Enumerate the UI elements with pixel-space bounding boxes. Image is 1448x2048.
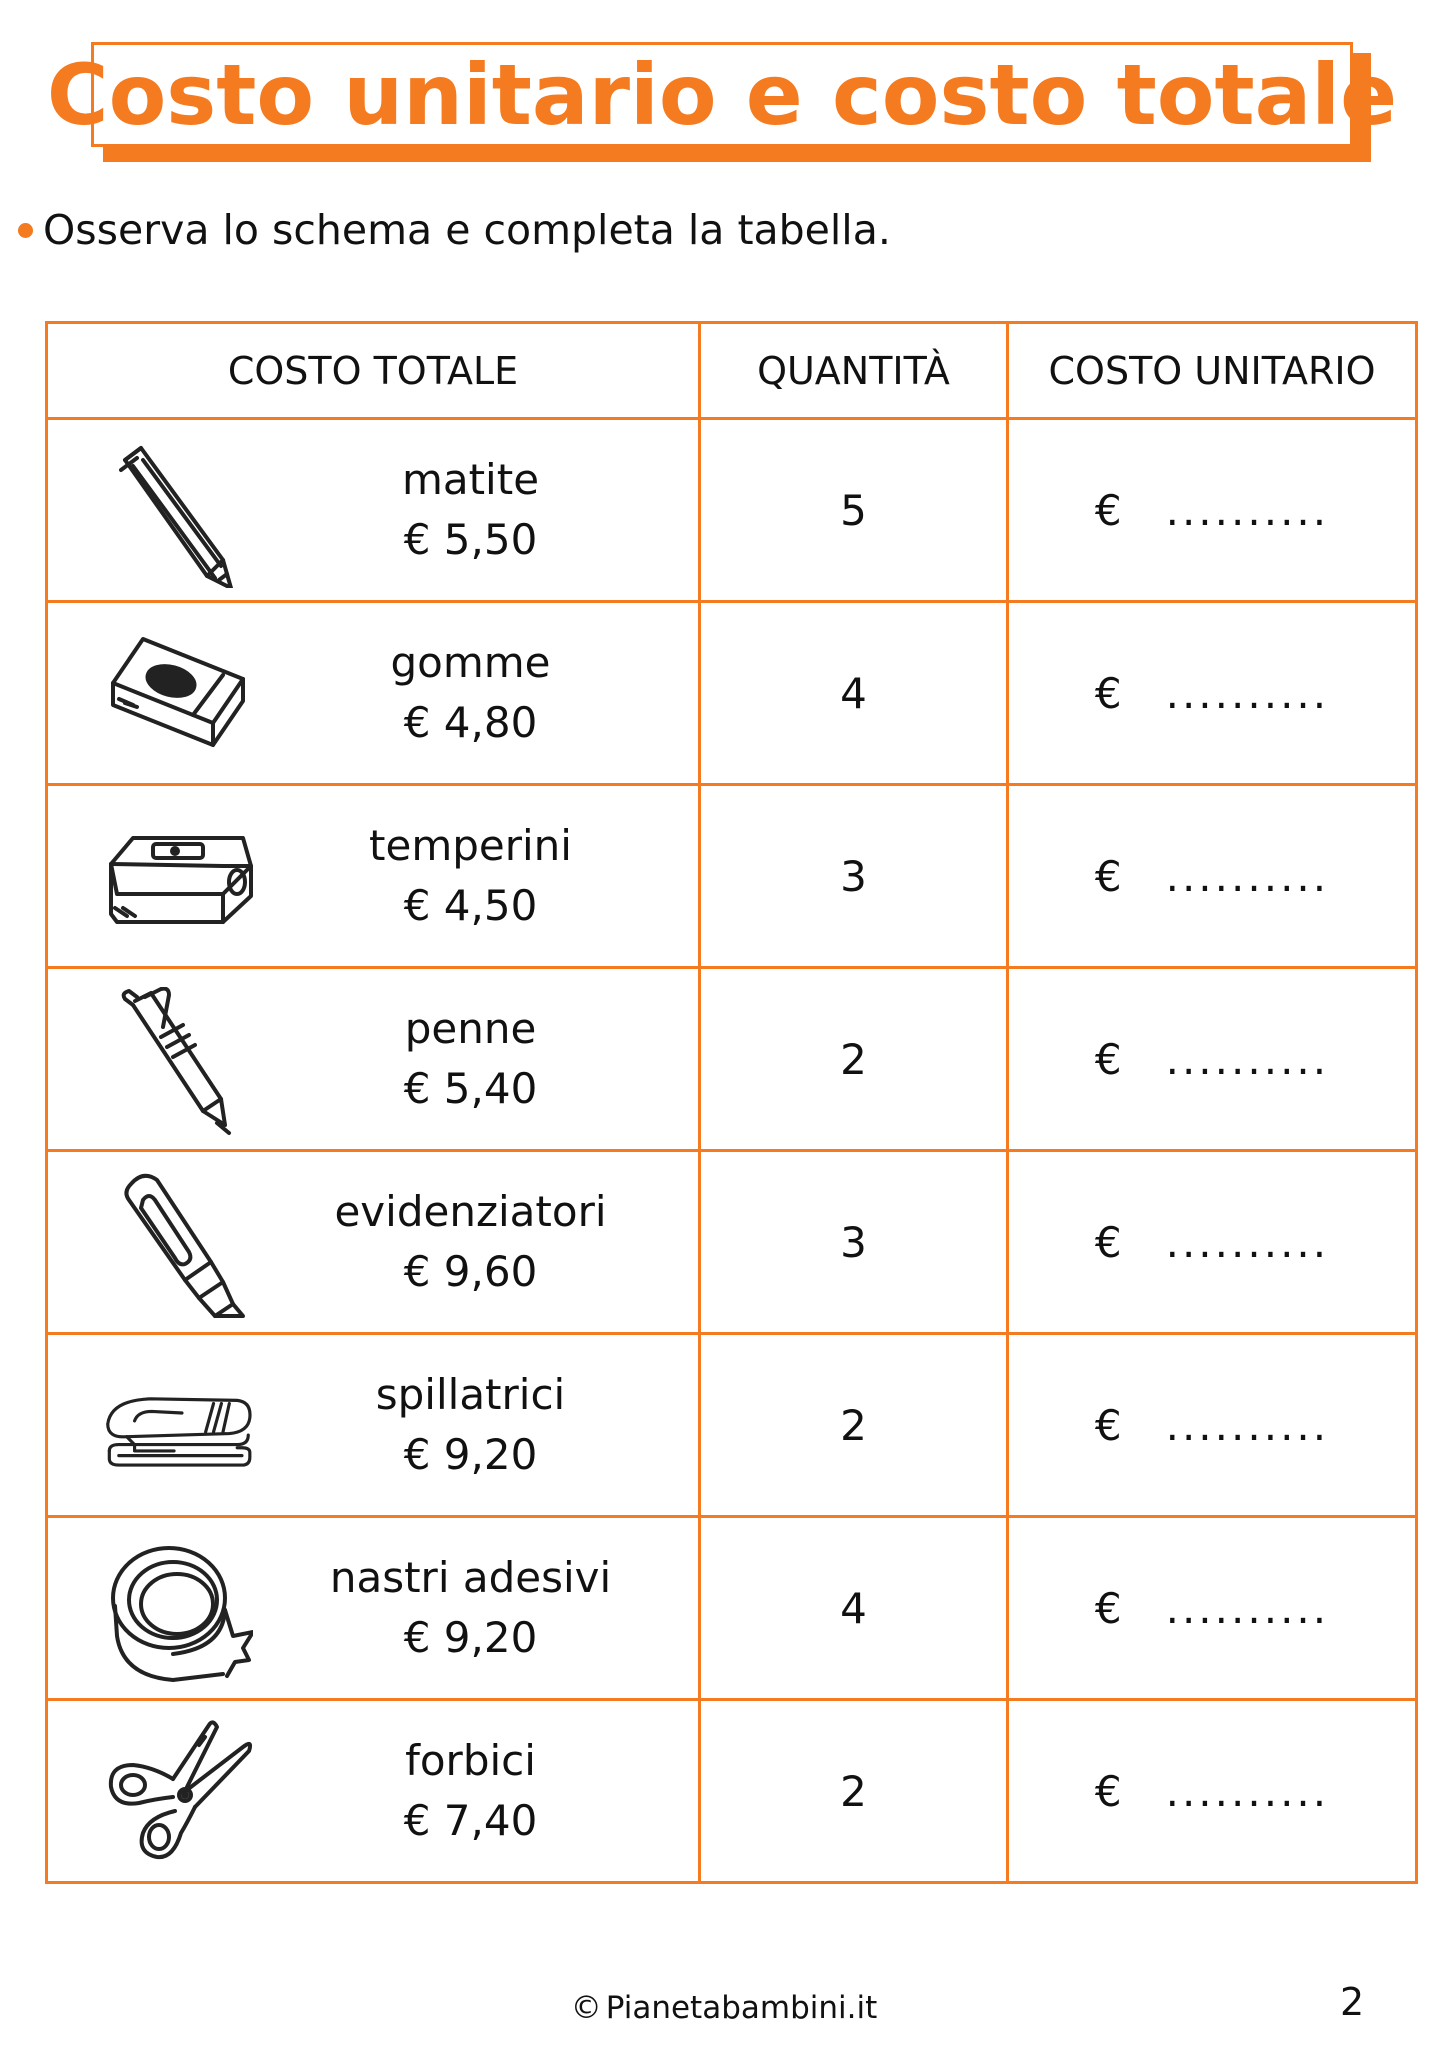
item-cell	[47, 419, 700, 602]
item-cell	[47, 1334, 700, 1517]
answer-blank[interactable]: ..........	[1165, 668, 1330, 718]
unit-cost-cell[interactable]	[1008, 1700, 1417, 1883]
header-unit-cost: COSTO UNITARIO	[1008, 323, 1417, 419]
table-row	[47, 1517, 1417, 1700]
item-name: nastri adesivi	[329, 1553, 612, 1602]
instruction	[18, 205, 891, 255]
item-name: gomme	[390, 638, 551, 687]
answer-blank[interactable]: ..........	[1165, 485, 1330, 535]
quantity-cell: 4	[700, 602, 1008, 785]
answer-blank[interactable]: ..........	[1165, 1766, 1330, 1816]
quantity-cell: 2	[700, 1334, 1008, 1517]
unit-cost-cell[interactable]	[1008, 419, 1417, 602]
item-name: forbici	[405, 1736, 536, 1785]
answer-blank[interactable]: ..........	[1165, 1583, 1330, 1633]
item-total-cost: € 4,50	[403, 881, 538, 930]
instruction-text: Osserva lo schema e completa la tabella.	[43, 206, 891, 254]
answer-blank[interactable]: ..........	[1165, 1400, 1330, 1450]
item-cell	[47, 968, 700, 1151]
page-number: 2	[1340, 1980, 1365, 2024]
sharpener-icon	[103, 804, 253, 954]
header-quantity: QUANTITÀ	[700, 323, 1008, 419]
header-total-cost: COSTO TOTALE	[47, 323, 700, 419]
unit-cost-cell[interactable]	[1008, 1517, 1417, 1700]
item-name: spillatrici	[375, 1370, 566, 1419]
currency-symbol: €	[1094, 1766, 1122, 1816]
item-total-cost: € 5,40	[403, 1064, 538, 1113]
unit-cost-cell[interactable]	[1008, 1334, 1417, 1517]
item-total-cost: € 7,40	[403, 1796, 538, 1845]
currency-symbol: €	[1094, 1217, 1122, 1267]
item-name: matite	[401, 455, 540, 504]
item-total-cost: € 4,80	[403, 698, 538, 747]
currency-symbol: €	[1094, 668, 1122, 718]
title-banner	[46, 42, 1398, 147]
answer-blank[interactable]: ..........	[1165, 851, 1330, 901]
answer-blank[interactable]: ..........	[1165, 1217, 1330, 1267]
copyright-icon: ©	[570, 1990, 602, 2026]
item-cell	[47, 1700, 700, 1883]
quantity-cell: 4	[700, 1517, 1008, 1700]
quantity-cell: 2	[700, 1700, 1008, 1883]
exercise-table	[45, 321, 1418, 1884]
bullet-icon	[18, 223, 33, 238]
item-total-cost: € 9,20	[403, 1613, 538, 1662]
table-row	[47, 785, 1417, 968]
site-credit: Pianetabambini.it	[605, 1990, 878, 2026]
item-total-cost: € 9,20	[403, 1430, 538, 1479]
table-row	[47, 1151, 1417, 1334]
scissors-icon	[103, 1719, 253, 1869]
quantity-cell: 3	[700, 1151, 1008, 1334]
currency-symbol: €	[1094, 1583, 1122, 1633]
unit-cost-cell[interactable]	[1008, 785, 1417, 968]
eraser-icon	[103, 621, 253, 771]
item-name: evidenziatori	[334, 1187, 607, 1236]
highlighter-icon	[103, 1170, 253, 1320]
page-title: Costo unitario e costo totale	[46, 45, 1398, 144]
pen-icon	[103, 987, 253, 1137]
table-row	[47, 968, 1417, 1151]
unit-cost-cell[interactable]	[1008, 1151, 1417, 1334]
quantity-cell: 3	[700, 785, 1008, 968]
table-row	[47, 1334, 1417, 1517]
quantity-cell: 5	[700, 419, 1008, 602]
unit-cost-cell[interactable]	[1008, 968, 1417, 1151]
item-cell	[47, 785, 700, 968]
currency-symbol: €	[1094, 485, 1122, 535]
item-cell	[47, 1151, 700, 1334]
currency-symbol: €	[1094, 851, 1122, 901]
unit-cost-cell[interactable]	[1008, 602, 1417, 785]
table-row	[47, 602, 1417, 785]
item-name: penne	[404, 1004, 537, 1053]
item-cell	[47, 602, 700, 785]
item-cell	[47, 1517, 700, 1700]
currency-symbol: €	[1094, 1034, 1122, 1084]
tape-icon	[103, 1536, 253, 1686]
table-header-row	[47, 323, 1417, 419]
quantity-cell: 2	[700, 968, 1008, 1151]
item-total-cost: € 5,50	[403, 515, 538, 564]
stapler-icon	[103, 1353, 253, 1503]
item-total-cost: € 9,60	[403, 1247, 538, 1296]
table-row	[47, 1700, 1417, 1883]
pencil-icon	[103, 438, 253, 588]
item-name: temperini	[369, 821, 572, 870]
answer-blank[interactable]: ..........	[1165, 1034, 1330, 1084]
footer	[0, 1988, 1448, 2028]
currency-symbol: €	[1094, 1400, 1122, 1450]
table-row	[47, 419, 1417, 602]
